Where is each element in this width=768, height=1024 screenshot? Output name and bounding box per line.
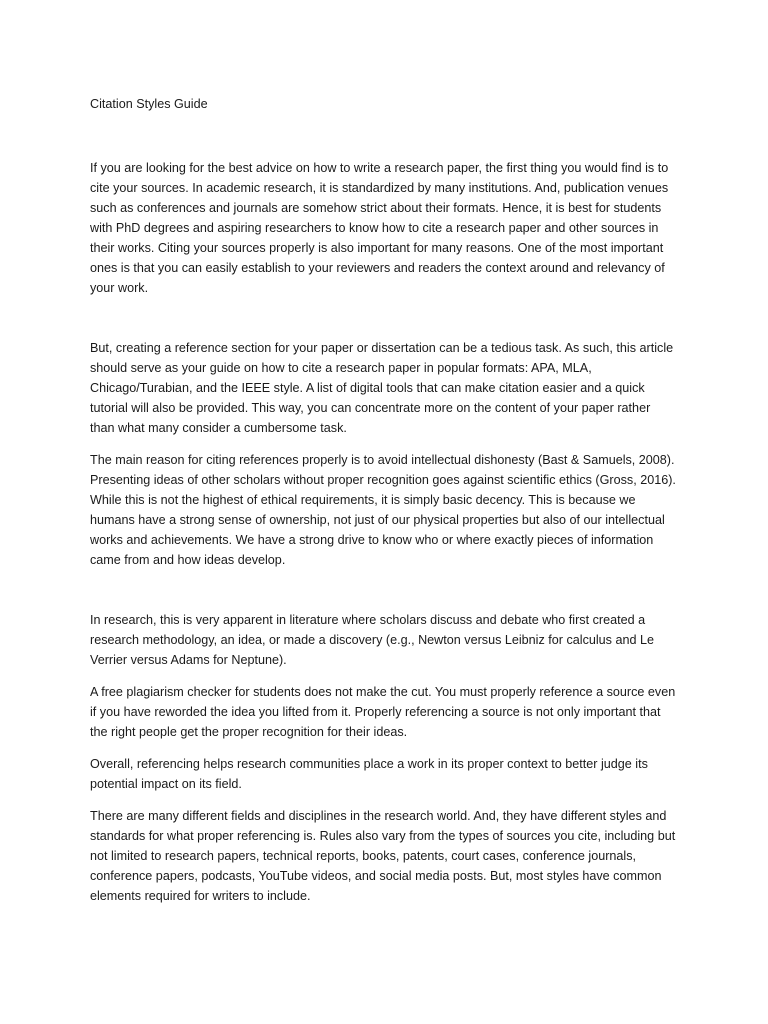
paragraph-plagiarism-checker: A free plagiarism checker for students does not make the cut. You must properly reference a source even if you have reworded the idea you lifted from it. Properly referencing a source is not only important that the right people get the proper recognition for their ideas. bbox=[90, 685, 676, 739]
document-title: Citation Styles Guide bbox=[90, 97, 208, 111]
paragraph-fields-disciplines: There are many different fields and disciplines in the research world. And, they have different styles and standards for what proper referencing is. Rules also vary from the types of sources you cite, including but not limited to research papers, technical reports, books, patents, court cases, conference journals, conference papers, podcasts, YouTube videos, and social media posts. But, most styles have common elements required for writers to include. bbox=[90, 809, 676, 903]
paragraph-overall: Overall, referencing helps research communities place a work in its proper context to better judge its potential impact on its field. bbox=[90, 757, 648, 791]
paragraph-research-literature: In research, this is very apparent in literature where scholars discuss and debate who first created a research methodology, an idea, or made a discovery (e.g., Newton versus Leibniz for calculus and Le Verrier versus Adams for Neptune). bbox=[90, 613, 654, 667]
paragraph-reference-section: But, creating a reference section for your paper or dissertation can be a tedious task. As such, this article should serve as your guide on how to cite a research paper in popular formats: APA, MLA, Chicago/Turabian, and the IEEE style. A list of digital tools that can make citation easier and a quick tutorial will also be provided. This way, you can concentrate more on the content of your paper rather than what many consider a cumbersome task. bbox=[90, 341, 674, 435]
paragraph-main-reason: The main reason for citing references properly is to avoid intellectual dishonesty (Bast & Samuels, 2008). Presenting ideas of other scholars without proper recognition goes against scientific ethics (Gross, 2016). While this is not the highest of ethical requirements, it is simply basic decency. This is because we humans have a strong sense of ownership, not just of our physical properties but also of our intellectual works and achievements. We have a strong drive to know who or where exactly pieces of information came from and how ideas develop. bbox=[90, 453, 676, 567]
paragraph-intro: If you are looking for the best advice on how to write a research paper, the first thing you would find is to cite your sources. In academic research, it is standardized by many institutions. And, publication venues such as conferences and journals are somehow strict about their formats. Hence, it is best for students with PhD degrees and aspiring researchers to know how to cite a research paper and other sources in their works. Citing your sources properly is also important for many reasons. One of the most important ones is that you can easily establish to your reviewers and readers the context around and relevancy of your work. bbox=[90, 161, 669, 295]
